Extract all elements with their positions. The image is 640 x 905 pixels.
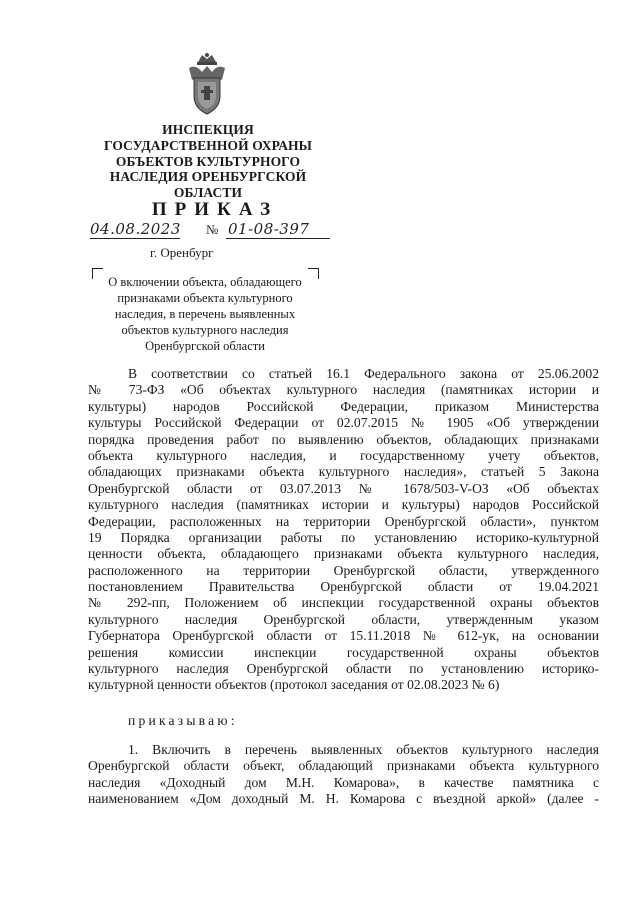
subject-line: признаками объекта культурного — [117, 290, 293, 305]
text-line: постановлением Правительства Оренбургской области от 19.04.2021 — [88, 579, 599, 595]
text-line: культурной ценности объектов (протокол заседания от 02.08.2023 № 6) — [88, 677, 500, 693]
text-line: культурного наследия Оренбургской области по установлению историко- — [88, 661, 599, 677]
handwritten-number: 01-08-397 — [228, 220, 310, 238]
text-line: наследия «Доходный дом М.Н. Комарова», в качестве памятника с — [88, 774, 599, 790]
subject-line: О включении объекта, обладающего — [108, 275, 302, 289]
text-line: 19 Порядка организации работы по установлению историко-культурной — [88, 529, 599, 545]
text-line: культуры) народов Российской Федерации, приказом Министерства — [88, 398, 599, 414]
subject-line: объектов культурного наследия — [121, 322, 289, 337]
org-line: НАСЛЕДИЯ ОРЕНБУРГСКОЙ — [109, 169, 307, 185]
text-line: Федерации, расположенных на территории Оренбургской области», пунктом — [88, 513, 599, 529]
org-line: ОБЛАСТИ — [173, 185, 243, 201]
text-line: порядка проведения работ по выявлению объектов, обладающих признаками — [88, 431, 599, 447]
org-line: ОБЪЕКТОВ КУЛЬТУРНОГО — [115, 153, 301, 169]
text-line: 1. Включить в перечень выявленных объектов культурного наследия — [128, 742, 599, 757]
handwritten-date: 04.08.2023 — [90, 220, 181, 238]
text-line: культуры Российской Федерации от 02.07.2015 № 1905 «Об утверждении — [88, 415, 599, 431]
text-line: Губернатора Оренбургской области от 15.11.2018 № 612-ук, на основании — [88, 628, 599, 644]
text-line: № 292-пп, Положением об инспекции государственной охраны объектов — [88, 595, 599, 611]
subject-line: наследия, в перечень выявленных — [114, 306, 296, 321]
number-underline — [226, 238, 330, 239]
preamble-paragraph — [88, 366, 599, 694]
document-type-title: ПРИКАЗ — [151, 199, 279, 220]
issuing-organization — [88, 122, 328, 201]
city-label: г. Оренбург — [150, 245, 214, 260]
text-line: расположенного на территории Оренбургской области, утвержденного — [88, 562, 599, 578]
text-line: объекта культурного наследия, и государственному учету объектов, — [88, 447, 599, 463]
org-line: ГОСУДАРСТВЕННОЙ ОХРАНЫ — [103, 137, 313, 153]
order-directive: приказываю: — [128, 713, 238, 728]
subject-line: Оренбургской области — [145, 338, 265, 353]
text-line: культурного наследия Оренбургской области, утвержденным указом — [88, 611, 599, 627]
text-line: культурного наследия (памятниках истории и культуры) народов Российской — [88, 497, 599, 513]
text-line: ценности объекта, обладающего признаками объекта культурного наследия, — [88, 546, 599, 562]
order-item-1 — [88, 742, 599, 808]
text-line: № 73-ФЗ «Об объектах культурного наследия (памятниках истории и — [88, 382, 599, 398]
text-line: решения комиссии инспекции государственной охраны объектов — [88, 644, 599, 660]
date-number-line — [90, 222, 340, 242]
text-line: Оренбургской области объект, обладающий признаками объекта культурного — [88, 758, 599, 774]
date-underline — [90, 238, 180, 239]
text-line: Оренбургской области от 03.07.2013 № 1678/503-V-ОЗ «Об объектах — [88, 480, 599, 496]
text-line: В соответствии со статьей 16.1 Федерального закона от 25.06.2002 — [128, 366, 599, 381]
text-line: наименованием «Дом доходный М. Н. Комарова с въездной аркой» (далее - — [88, 791, 599, 807]
text-line: обладающих признаками объекта культурного наследия», статьей 5 Закона — [88, 464, 599, 480]
coat-of-arms-emblem — [184, 52, 230, 118]
org-line: ИНСПЕКЦИЯ — [162, 122, 254, 137]
number-sign: № — [206, 222, 219, 237]
subject-block — [92, 275, 318, 355]
